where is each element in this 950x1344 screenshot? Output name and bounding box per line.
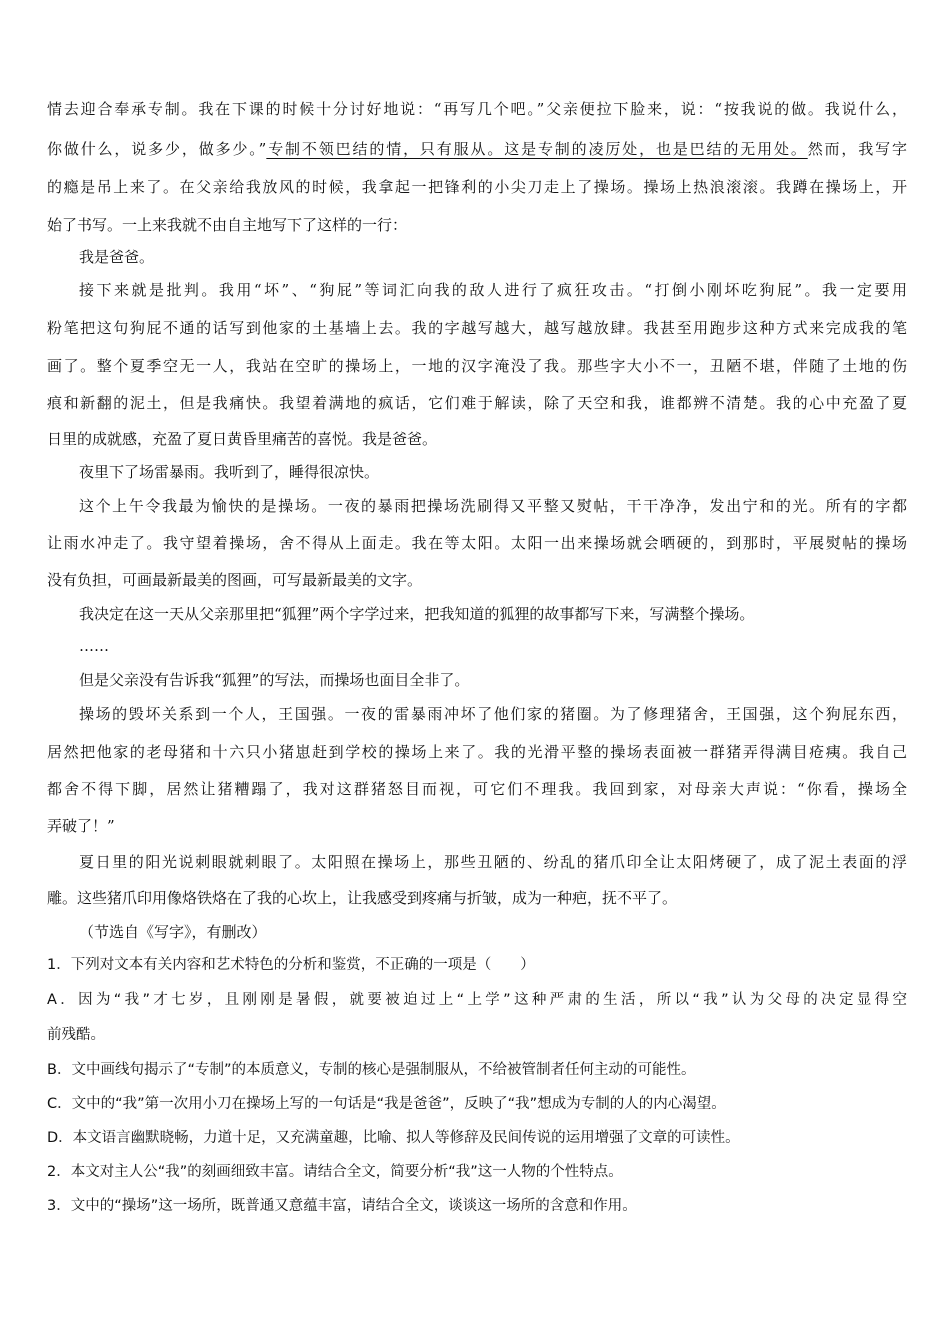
passage-line: 粉笔把这句狗屁不通的话写到他家的土基墙上去。我的字越写越大，越写越放肆。我甚至用跑步这种方式来完成我的笔 [47,319,907,337]
question-1-option-c: C．文中的“我”第一次用小刀在操场上写的一句话是“我是爸爸”，反映了“我”想成为专制的人的内心渴望。 [47,1096,726,1112]
passage-line: 痕和新翻的泥土，但是我痛快。我望着满地的疯话，它们难于解读，除了天空和我，谁都辨不清楚。我的心中充盈了夏 [47,394,907,412]
passage-line: 弄破了！” [47,817,115,835]
passage-line: 夏日里的阳光说刺眼就刺眼了。太阳照在操场上，那些丑陋的、纷乱的猪爪印全让太阳烤硬了，成了泥土表面的浮 [79,853,907,871]
passage-line: 我决定在这一天从父亲那里把“狐狸”两个字学过来，把我知道的狐狸的故事都写下来，写满整个操场。 [79,605,755,623]
passage-line: 情去迎合奉承专制。我在下课的时候十分讨好地说：“再写几个吧。”父亲便拉下脸来，说：“按我说的做。我说什么， [47,100,907,118]
question-1-stem: 1．下列对文本有关内容和艺术特色的分析和鉴赏，不正确的一项是（ ） [47,957,535,973]
passage-line: 雕。这些猪爪印用像烙铁烙在了我的心坎上，让我感受到疼痛与折皱，成为一种疤，抚不平了。 [47,889,678,907]
passage-line: 的瘾是吊上来了。在父亲给我放风的时候，我拿起一把锋利的小尖刀走上了操场。操场上热浪滚滚。我蹲在操场上，开 [47,178,907,196]
passage-line: 画了。整个夏季空无一人，我站在空旷的操场上，一地的汉字淹没了我。那些字大小不一，丑陋不堪，伴随了土地的伤 [47,357,907,375]
passage-line: 始了书写。一上来我就不由自主地写下了这样的一行： [47,216,408,234]
passage-line: 接下来就是批判。我用“坏”、“狗屁”等词汇向我的敌人进行了疯狂攻击。“打倒小刚坏吃狗屁”。我一定要用 [79,281,907,299]
passage-text: 你做什么，说多少，做多少。” [47,140,267,158]
passage-line: 夜里下了场雷暴雨。我听到了，睡得很凉快。 [79,463,380,481]
passage-line: 但是父亲没有告诉我“狐狸”的写法，而操场也面目全非了。 [79,671,470,689]
passage-line: 都舍不得下脚，居然让猪糟蹋了，我对这群猪怒目而视，可它们不理我。我回到家，对母亲大声说：“你看，操场全 [47,780,907,798]
passage-line: 居然把他家的老母猪和十六只小猪崽赶到学校的操场上来了。我的光滑平整的操场表面被一群猪弄得满目疮痍。我自己 [47,743,907,761]
passage-line-with-underline [47,135,907,163]
ellipsis: …… [79,637,109,655]
question-1-option-a: A．因为“我”才七岁，且刚刚是暑假，就要被迫过上“上学”这种严肃的生活，所以“我”认为父母的决定显得空 [47,992,907,1008]
underlined-sentence: 专制不领巴结的情，只有服从。这是专制的凌厉处，也是巴结的无用处。 [266,140,808,158]
question-3: 3．文中的“操场”这一场所，既普通又意蕴丰富，请结合全文，谈谈这一场所的含意和作用。 [47,1198,637,1214]
passage-line: 这个上午令我最为愉快的是操场。一夜的暴雨把操场洗刷得又平整又熨帖，干干净净，发出宁和的光。所有的字都 [79,497,907,515]
passage-line: 没有负担，可画最新最美的图画，可写最新最美的文字。 [47,571,423,589]
passage-line: 我是爸爸。 [79,248,155,266]
question-1-option-d: D．本文语言幽默晓畅，力道十足，又充满童趣，比喻、拟人等修辞及民间传说的运用增强了文章的可读性。 [47,1130,740,1146]
question-1-option-b: B．文中画线句揭示了“专制”的本质意义，专制的核心是强制服从，不给被管制者任何主动的可能性。 [47,1062,696,1078]
question-1-option-a-continued: 前残酷。 [47,1027,105,1043]
passage-line: 操场的毁坏关系到一个人，王国强。一夜的雷暴雨冲坏了他们家的猪圈。为了修理猪舍，王国强，这个狗屁东西， [79,705,907,723]
source-note: （节选自《写字》，有删改） [79,923,267,941]
passage-line: 让雨水冲走了。我守望着操场，舍不得从上面走。我在等太阳。太阳一出来操场就会晒硬的，到那时，平展熨帖的操场 [47,534,907,552]
passage-line: 日里的成就感，充盈了夏日黄昏里痛苦的喜悦。我是爸爸。 [47,430,438,448]
passage-text: 然而，我写字 [807,140,907,158]
question-2: 2．本文对主人公“我”的刻画细致丰富。请结合全文，简要分析“我”这一人物的个性特点。 [47,1164,623,1180]
